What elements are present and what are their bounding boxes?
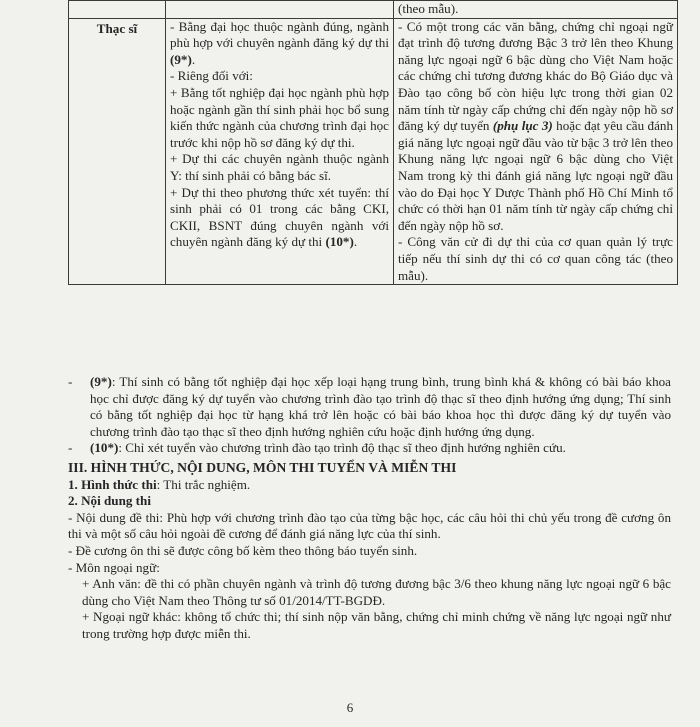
requirement-line: + Dự thi các chuyên ngành thuộc ngành Y: thí sinh phải có bằng bác sĩ. bbox=[170, 151, 389, 183]
footnote-ref-10: (10*) bbox=[322, 234, 354, 250]
continuation-text: (theo mẫu). bbox=[398, 1, 459, 16]
footnote-10: - (10*): Chỉ xét tuyển vào chương trình đào tạo trình độ thạc sĩ theo định hướng nghiên cứu. bbox=[68, 440, 566, 456]
requirement-line: - Bằng đại học thuộc ngành đúng, ngành phù hợp với chuyên ngành đăng ký dự thi (9*). bbox=[170, 18, 389, 67]
document-body bbox=[68, 374, 671, 643]
paragraph: - Nội dung đề thi: Phù hợp với chương trình đào tạo của từng bậc học, các câu hỏi thi chủ yếu trong đề cương ôn thi và một số câu hỏi ngoài đề cương để đánh giá năng lực của thí sinh. bbox=[68, 509, 671, 542]
degree-label: Thạc sĩ bbox=[96, 20, 138, 36]
footnotes bbox=[68, 374, 671, 457]
paragraph: - Môn ngoại ngữ: bbox=[68, 559, 160, 575]
paragraph: + Ngoại ngữ khác: không tổ chức thi; thí sinh nộp văn bằng, chứng chỉ minh chứng về năng lực ngoại ngữ như trong trường hợp được miễn thi. bbox=[82, 609, 671, 641]
subsection-exam-form: 1. Hình thức thi: Thi trắc nghiệm. bbox=[68, 476, 251, 492]
subsection-exam-content: 2. Nội dung thi bbox=[68, 493, 151, 509]
table-row-continuation bbox=[69, 1, 678, 19]
degree-requirement-cell bbox=[166, 18, 394, 285]
requirement-line: - Công văn cử đi dự thi của cơ quan quản lý trực tiếp nếu thí sinh dự thi có cơ quan công tác (theo mẫu). bbox=[398, 234, 673, 283]
appendix-ref: (phụ lục 3) bbox=[489, 118, 553, 134]
section-heading: III. HÌNH THỨC, NỘI DUNG, MÔN THI TUYỂN VÀ MIỄN THI bbox=[68, 459, 457, 475]
footnote-ref-9: (9*) bbox=[170, 51, 192, 67]
requirements-table bbox=[68, 0, 678, 285]
requirement-line: - Có một trong các văn bằng, chứng chỉ ngoại ngữ đạt trình độ tương đương Bậc 3 trở lên theo Khung năng lực ngoại ngữ 6 bậc dùng cho Việt Nam hoặc các chứng chỉ tương đương khác do Bộ Giáo dục và Đào tạo công bố còn hiệu lực trong thời gian 02 năm tính từ ngày cấp chứng chỉ đến ngày nộp hồ sơ đăng ký dự tuyển (phụ lục 3) hoặc đạt yêu cầu đánh giá năng lực ngoại ngữ đầu vào từ bậc 3 trở lên theo Khung năng lực ngoại ngữ 6 bậc dùng cho Việt Nam trong kỳ thi đánh giá năng lực ngoại ngữ đầu vào do Đại học Y Dược Thành phố Hồ Chí Minh tổ chức có thời hạn 01 năm tính từ ngày cấp chứng chỉ đến ngày nộp hồ sơ. bbox=[398, 18, 674, 233]
requirement-line: + Bằng tốt nghiệp đại học ngành phù hợp hoặc ngành gần thí sinh phải học bổ sung kiến thức ngành của chương trình đại học trước khi nộp hồ sơ đăng ký dự thi. bbox=[170, 84, 389, 150]
paragraph: - Đề cương ôn thi sẽ được công bố kèm theo thông báo tuyển sinh. bbox=[68, 542, 418, 558]
continuation-cell bbox=[394, 1, 678, 19]
page-number: 6 bbox=[346, 700, 354, 715]
requirement-line: + Dự thi theo phương thức xét tuyển: thí sinh phải có 01 trong các bằng CKI, CKII, BSNT đúng chuyên ngành với chuyên ngành đăng ký dự thi (10*). bbox=[170, 184, 389, 250]
paragraph: + Anh văn: đề thi có phần chuyên ngành và trình độ tương đương bậc 3/6 theo khung năng lực ngoại ngữ 6 bậc dùng cho Việt Nam theo Thông tư số 01/2014/TT-BGDĐ. bbox=[82, 576, 671, 608]
footnote-9: - (9*): Thí sinh có bằng tốt nghiệp đại học xếp loại hạng trung bình, trung bình khá & không có bài báo khoa học chỉ được đăng ký dự tuyển vào chương trình đào tạo trình độ thạc sĩ theo định hướng ứng dụng; Thí sinh có bằng tốt nghiệp đại học từ hạng khá trở lên hoặc có bài báo khoa học thì được đăng ký dự tuyển vào chương trình đào tạo thạc sĩ theo định hướng nghiên cứu hoặc định hướng ứng dụng. bbox=[68, 374, 671, 439]
table-row-thac-si bbox=[69, 18, 678, 285]
requirement-line: - Riêng đối với: bbox=[170, 68, 253, 84]
language-requirement-cell bbox=[394, 18, 678, 285]
degree-cell bbox=[69, 18, 166, 285]
